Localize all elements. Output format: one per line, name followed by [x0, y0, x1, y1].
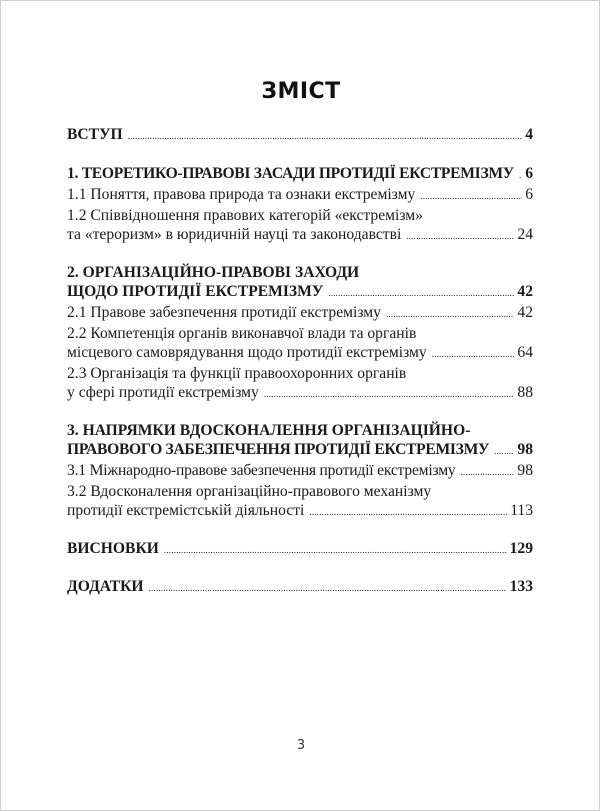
page-title: ЗМІСТ: [261, 79, 341, 104]
toc-entry-section-2-3[interactable]: [67, 364, 533, 404]
leader-dots: [264, 385, 515, 404]
toc-entry-section-1-2[interactable]: [67, 206, 533, 246]
toc-page-number: 98: [517, 462, 533, 479]
toc-entry-conclusions[interactable]: [67, 539, 533, 560]
toc-entry-section-3-2[interactable]: [67, 482, 533, 522]
toc-page-number: 6: [525, 186, 533, 203]
toc-page-number: 133: [509, 578, 533, 595]
toc-page-number: 98: [517, 441, 533, 458]
toc-entry-text-line2: та «тероризм» в юридичній науці та законодавстві: [67, 226, 402, 243]
toc-entry-text-line2: місцевого самоврядування щодо протидії екстремізму: [67, 344, 427, 361]
leader-dots: [328, 284, 514, 303]
toc-entry-chapter-3[interactable]: [67, 421, 533, 461]
toc-entry-text: 1. ТЕОРЕТИКО-ПРАВОВІ ЗАСАДИ ПРОТИДІЇ ЕКСТРЕМІЗМУ: [67, 165, 514, 182]
toc-entry-text-line2: у сфері протидії екстремізму: [67, 384, 259, 401]
toc-entry-text: ВСТУП: [67, 126, 123, 143]
leader-dots: [432, 345, 515, 364]
toc-entry-section-3-1[interactable]: [67, 461, 533, 482]
toc-page-number: 42: [517, 304, 533, 321]
toc-entry-text-line1: 3. НАПРЯМКИ ВДОСКОНАЛЕННЯ ОРГАНІЗАЦІЙНО-: [67, 422, 471, 439]
toc-entry-chapter-2[interactable]: [67, 263, 533, 303]
toc-entry-text: ВИСНОВКИ: [67, 540, 159, 557]
leader-dots: [164, 541, 507, 560]
toc-page-number: 4: [525, 126, 533, 143]
toc-entry-text-line1: 2. ОРГАНІЗАЦІЙНО-ПРАВОВІ ЗАХОДИ: [67, 264, 360, 281]
toc-page-number: 6: [525, 165, 533, 182]
toc-page-number: 42: [517, 283, 533, 300]
toc-entry-section-1-1[interactable]: [67, 185, 533, 206]
toc-entry-text-line2: ПРАВОВОГО ЗАБЕЗПЕЧЕННЯ ПРОТИДІЇ ЕКСТРЕМІЗМУ: [67, 441, 490, 458]
leader-dots: [309, 503, 507, 522]
toc-entry-text-line2: ЩОДО ПРОТИДІЇ ЕКСТРЕМІЗМУ: [67, 283, 324, 300]
toc-entry-text-line1: 1.2 Співвідношення правових категорій «екстремізм»: [67, 207, 423, 224]
toc-entry-text-line2: протидії екстремістській діяльності: [67, 502, 305, 519]
leader-dots: [519, 166, 522, 185]
toc-page-number: 64: [517, 344, 533, 361]
leader-dots: [406, 227, 514, 246]
leader-dots: [420, 187, 522, 206]
toc-entry-text-line1: 2.3 Організація та функції правоохоронних органів: [67, 365, 407, 382]
leader-dots: [386, 305, 514, 324]
toc-entry-intro[interactable]: [67, 125, 533, 146]
toc-page-number: 113: [510, 502, 533, 519]
leader-dots: [128, 127, 523, 146]
page-number: 3: [296, 738, 306, 753]
leader-dots: [149, 579, 507, 598]
toc-entry-appendices[interactable]: [67, 577, 533, 598]
toc-page-number: 129: [509, 540, 533, 557]
table-of-contents: [67, 125, 533, 598]
leader-dots: [460, 463, 514, 482]
toc-entry-section-2-2[interactable]: [67, 324, 533, 364]
toc-entry-chapter-1[interactable]: [67, 164, 533, 185]
toc-entry-text-line1: 3.2 Вдосконалення організаційно-правового механізму: [67, 483, 432, 500]
toc-entry-text: 2.1 Правове забезпечення протидії екстремізму: [67, 304, 381, 321]
toc-entry-section-2-1[interactable]: [67, 303, 533, 324]
toc-page-number: 88: [517, 384, 533, 401]
leader-dots: [494, 442, 514, 461]
toc-entry-text: 1.1 Поняття, правова природа та ознаки екстремізму: [67, 186, 416, 203]
toc-page-number: 24: [517, 226, 533, 243]
toc-entry-text-line1: 2.2 Компетенція органів виконавчої влади та органів: [67, 325, 417, 342]
toc-entry-text: ДОДАТКИ: [67, 578, 144, 595]
toc-entry-text: 3.1 Міжнародно-правове забезпечення протидії екстремізму: [67, 462, 456, 479]
